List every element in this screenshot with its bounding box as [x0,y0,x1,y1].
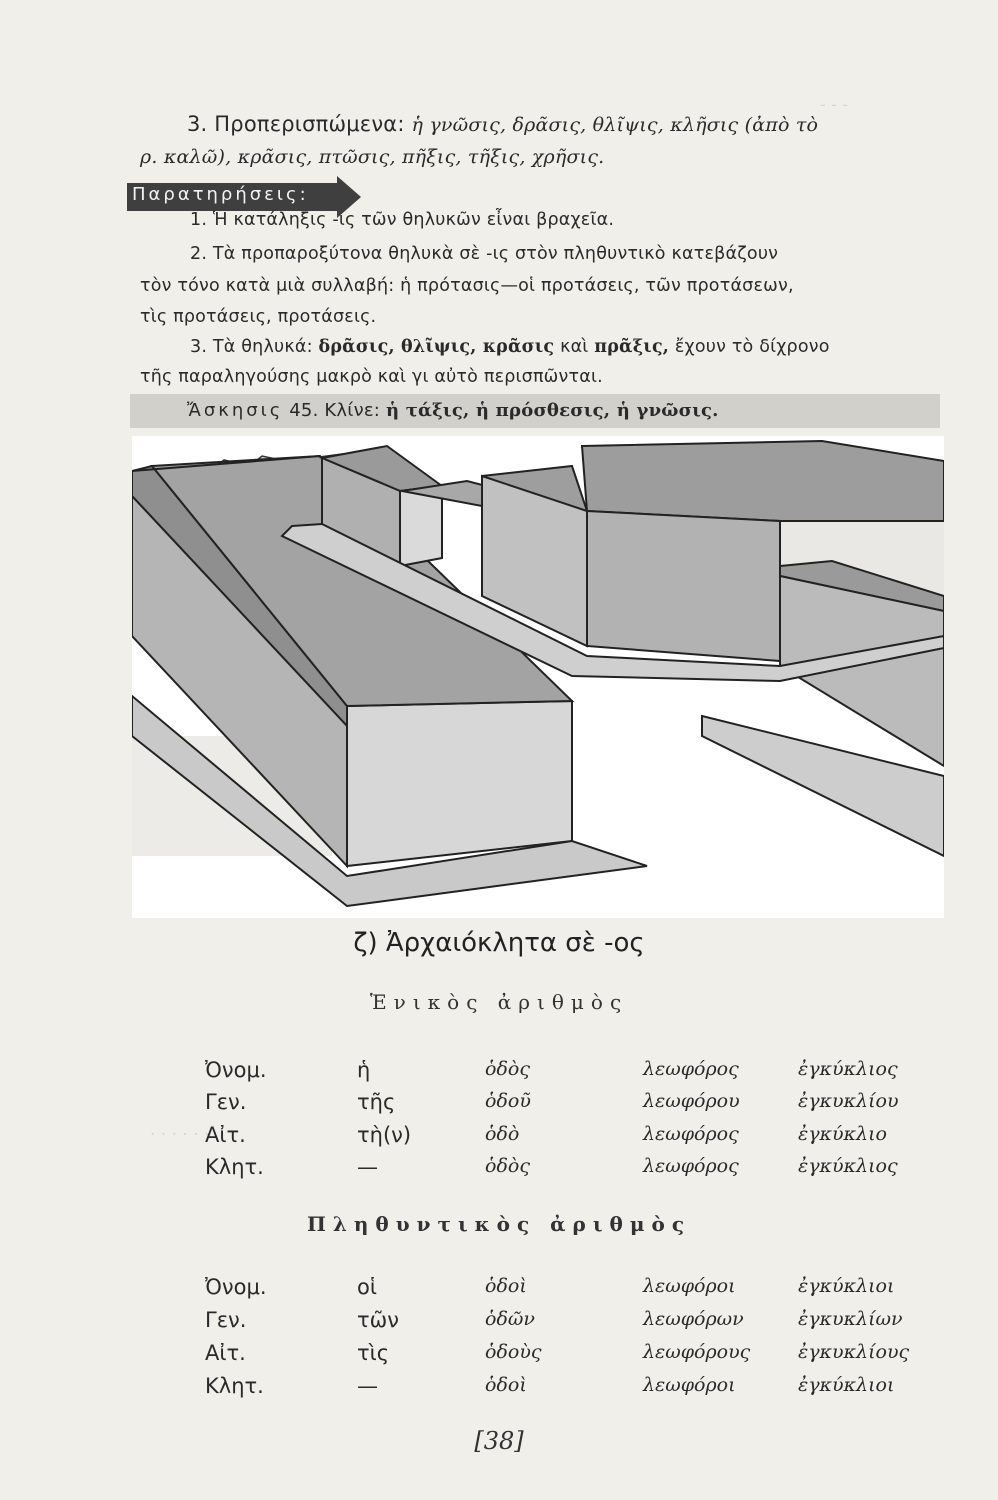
plural-heading: Πληθυντικὸς ἀριθμὸς [306,1212,691,1236]
bleed-through-2: . . . . . . [150,1120,210,1140]
word-hodos: ὁδῶν [485,1308,535,1330]
article: οἱ [357,1275,377,1299]
section3-words-line2: ρ. καλῶ), κρᾶσις, πτῶσις, πῆξις, τῆξις, χρῆσις. [140,146,605,168]
observation-2-line1: 2. Τὰ προπαροξύτονα θηλυκὰ σὲ -ις στὸν πληθυντικὸ κατεβάζουν [190,244,779,264]
exercise-label: Ἄσκησις [187,400,284,421]
word-leoforos: λεωφόρος [643,1155,739,1177]
word-leoforos: λεωφόροι [643,1275,736,1297]
word-leoforos: λεωφόρος [643,1123,739,1145]
word-leoforos: λεωφόρων [643,1308,744,1330]
word-hodos: ὁδὸς [485,1155,530,1177]
word-hodos: ὁδοὺς [485,1341,542,1363]
case-label: Γεν. [205,1308,247,1332]
observation-3-prefix: 3. Τὰ θηλυκά: [190,337,313,357]
article: ἡ [357,1058,371,1082]
case-label: Ὀνομ. [205,1275,267,1299]
observation-3-suffix: ἔχουν τὸ δίχρονο [674,337,830,357]
article: τὶς [357,1341,390,1365]
word-hodos: ὁδοὶ [485,1275,527,1297]
exercise-instruction: Κλίνε: [324,400,381,421]
plural-row [0,1341,998,1371]
word-enkyklios: ἐγκύκλιος [798,1155,898,1177]
word-enkyklios: ἐγκυκλίων [798,1308,903,1330]
word-hodos: ὁδὸς [485,1058,530,1080]
word-leoforos: λεωφόροι [643,1374,736,1396]
plural-row [0,1275,998,1305]
article: τὴ(ν) [357,1123,412,1147]
article: — [357,1155,378,1179]
case-label: Κλητ. [205,1374,264,1398]
singular-row [0,1058,998,1088]
word-leoforos: λεωφόρος [643,1058,739,1080]
section3-words-line1: ἡ γνῶσις, δρᾶσις, θλῖψις, κλῆσις (ἀπὸ τὸ [411,114,819,136]
word-enkyklios: ἐγκύκλιοι [798,1275,895,1297]
case-label: Αἰτ. [205,1341,246,1365]
bleed-through-1: - - - [820,95,849,115]
word-hodos: ὁδοὶ [485,1374,527,1396]
case-label: Ὀνομ. [205,1058,267,1082]
word-leoforos: λεωφόρου [643,1090,740,1112]
word-enkyklios: ἐγκύκλιος [798,1058,898,1080]
word-enkyklios: ἐγκύκλιοι [798,1374,895,1396]
plural-row [0,1308,998,1338]
word-enkyklios: ἐγκυκλίους [798,1341,910,1363]
article: τῆς [357,1090,396,1114]
observation-3-mid: καὶ [560,337,589,357]
word-leoforos: λεωφόρους [643,1341,751,1363]
exercise-line [187,400,719,421]
observation-3-bold2: πρᾶξις, [594,337,670,357]
singular-heading: Ἑνικὸς ἀριθμὸς [369,990,629,1014]
observations-label: Παρατηρήσεις: [132,184,309,205]
observation-3-line2: τῆς παραληγούσης μακρὸ καὶ γι αὐτὸ περισπῶνται. [140,367,603,387]
word-enkyklios: ἐγκύκλιο [798,1123,887,1145]
observation-2-line2: τὸν τόνο κατὰ μιὰ συλλαβή: ἡ πρότασις—οἱ προτάσεις, τῶν προτάσεων, [140,276,794,296]
case-label: Κλητ. [205,1155,264,1179]
subsection-title: ζ) Ἀρχαιόκλητα σὲ -ος [353,928,645,958]
word-hodos: ὁδὸ [485,1123,520,1145]
case-label: Γεν. [205,1090,247,1114]
exercise-number: 45. [289,400,319,421]
plural-row [0,1374,998,1404]
exercise-words: ἡ τάξις, ἡ πρόσθεσις, ἡ γνῶσις. [385,400,719,421]
section3-heading: 3. Προπερισπώμενα: [187,112,405,136]
singular-row [0,1155,998,1185]
case-label: Αἰτ. [205,1123,246,1147]
singular-row [0,1090,998,1120]
page-number: [38] [474,1427,524,1455]
observation-3-bold: δρᾶσις, θλῖψις, κρᾶσις [318,337,555,357]
street-illustration [132,436,944,918]
observation-3-line1 [190,337,830,357]
observation-2-line3: τὶς προτάσεις, προτάσεις. [140,307,377,327]
section3-line1 [187,112,818,136]
observation-1: 1. Ἡ κατάληξις -ις τῶν θηλυκῶν εἶναι βραχεῖα. [190,210,615,230]
word-hodos: ὁδοῦ [485,1090,531,1112]
word-enkyklios: ἐγκυκλίου [798,1090,899,1112]
article: τῶν [357,1308,399,1332]
article: — [357,1374,378,1398]
singular-row [0,1123,998,1153]
